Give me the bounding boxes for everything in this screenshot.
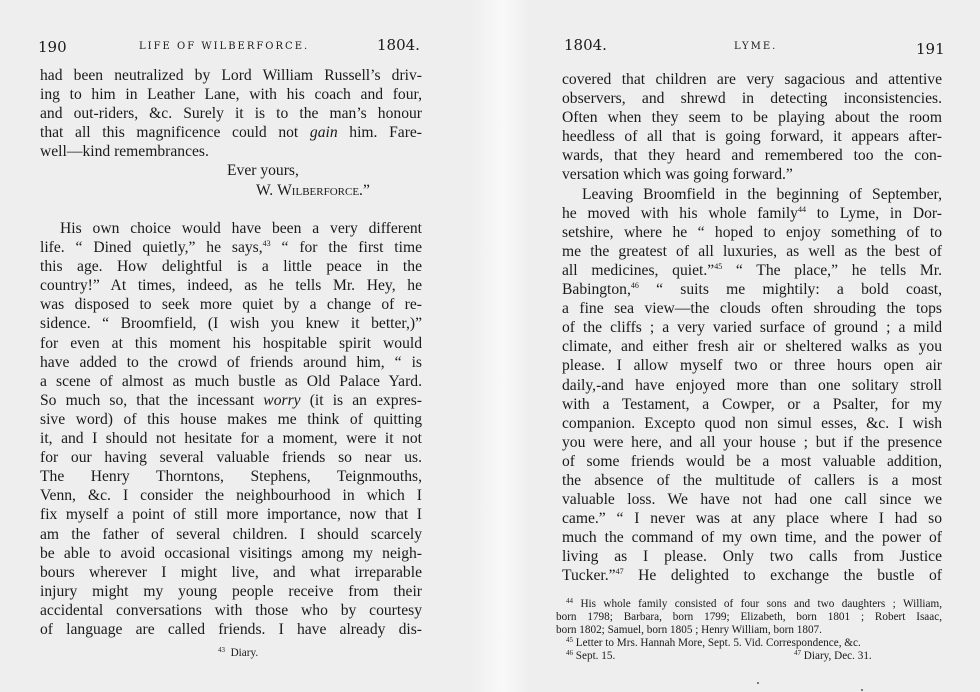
text-line: bours wherever I might live, and what irreparable <box>40 563 422 581</box>
footnote-ref[interactable]: 46 <box>630 281 639 291</box>
text-line: fix myself a point of still more importance, now that I <box>40 506 422 524</box>
left-page-paragraph <box>40 219 422 639</box>
text-line: this age. How delightful is a little peace in the <box>40 258 422 276</box>
text-line: well—kind remembrances. <box>40 143 209 161</box>
text-line: wards, that they heard and remembered too the con- <box>562 147 942 165</box>
text-line: Tucker.”$^{47}$ He delighted to exchange the bustle of <box>562 567 942 585</box>
text-line: you were here, and all your house ; but if the presence <box>562 433 942 451</box>
footnote-ref[interactable]: 43 <box>262 239 271 249</box>
scan-speck <box>757 682 759 684</box>
left-page-body <box>40 66 422 200</box>
right-page-body <box>562 70 942 586</box>
text-line: Babington,$^{46}$ “ suits me mightily: a bold coast, <box>562 281 942 299</box>
text-line: all medicines, quiet.”$^{45}$ “ The place,” he tells Mr. <box>562 261 942 279</box>
footnote-mark: 43 <box>218 646 225 654</box>
left-footnote <box>218 647 258 660</box>
text-line: of language are called friends. I have already dis- <box>40 620 422 638</box>
right-running-head <box>564 36 945 58</box>
footnote-ref[interactable]: 44 <box>797 204 806 214</box>
text-line: The Henry Thorntons, Stephens, Teignmouths, <box>40 468 422 486</box>
scan-speck <box>861 689 863 691</box>
text-line: covered that children are very sagacious and attentive <box>562 71 942 88</box>
text-line: companion. Excepto quod non simul esses, &c. I wish <box>562 414 942 432</box>
text-line: country!” At times, indeed, as he tells Mr. Hey, he <box>40 277 422 295</box>
text-line: much the command of my own time, and the power of <box>562 529 942 547</box>
running-title: LYME. <box>734 41 778 52</box>
text-line: accidental conversations with those who by courtesy <box>40 601 422 619</box>
right-footnotes <box>556 598 942 663</box>
text-line: the absence of the multitude of callers is a most <box>562 471 942 489</box>
text-line: had been neutralized by Lord William Russell’s driv- <box>40 67 422 84</box>
text-line: sive word) of this house makes me think of quitting <box>40 410 422 428</box>
text-line: His own choice would have been a very different <box>60 220 422 237</box>
page-number: 190 <box>38 38 67 56</box>
text-line: a fine sea view—the clouds often shrouding the tops <box>562 300 942 318</box>
left-running-head <box>38 36 420 56</box>
footnote-text: Diary. <box>230 647 259 659</box>
footnote-46: Sept. 15. <box>575 650 616 662</box>
text-line: Leaving Broomfield in the beginning of September, <box>582 185 942 203</box>
text-line: for our having several valuable friends so near us. <box>40 449 422 467</box>
text-line: setshire, where he “ hoped to enjoy something of to <box>562 223 942 241</box>
text-line: be able to avoid occasional visitings among my neigh- <box>40 544 422 562</box>
text-line: daily,-and have enjoyed more than one solitary stroll <box>562 376 942 394</box>
text-line: and out-riders, &c. Surely it is to the man’s honour <box>40 105 422 123</box>
text-line: Often when they seem to be playing about the room <box>562 109 942 127</box>
footnote-ref[interactable]: 45 <box>714 261 723 271</box>
book-gutter <box>470 0 530 692</box>
text-line: injury might my young people receive from their <box>40 582 422 600</box>
text-line: please. I allow myself two or three hours open air <box>562 357 942 375</box>
text-line: observers, and shrewd in detecting inconsistencies. <box>562 90 942 108</box>
text-line: climate, and either fresh air or sheltered walks as you <box>562 338 942 356</box>
footnote-47: $^{47}$ Diary, Dec. 31. <box>794 649 872 662</box>
footnote-44-line: $^{44}$ His whole family consisted of four sons and two daughters ; William, <box>566 597 943 610</box>
text-line: came.” “ I never was at any place where I had so <box>562 510 942 528</box>
text-line: ing to him in Leather Lane, with his coach and four, <box>40 86 422 104</box>
text-line: me the greatest of all luxuries, as well as the best of <box>562 242 942 260</box>
text-line: versation which was going forward.” <box>562 166 793 184</box>
footnote-46-47: $^{46}$ Sept. 15. $^{47}$ Diary, Dec. 31. <box>566 649 872 662</box>
text-line: of the cliffs ; a very varied surface of ground ; a mild <box>562 319 942 337</box>
text-line: with a Testament, a Cowper, or a Psalter, for my <box>562 395 942 413</box>
text-line: it, and I should not hesitate for a moment, were it not <box>40 430 422 448</box>
text-line: that all this magnificence could not gain him. Fare- <box>40 124 422 142</box>
footnote-ref[interactable]: 47 <box>615 567 624 577</box>
text-line: So much so, that the incessant worry (it is an expres- <box>40 391 422 409</box>
footnote-45: $^{45}$ Letter to Mrs. Hannah More, Sept. 5. Vid. Correspondence, &c. <box>566 636 861 649</box>
text-line: living as I please. Only two calls from Justice <box>562 548 942 566</box>
text-line: he moved with his whole family$^{44}$ to Lyme, in Dor- <box>562 204 942 222</box>
emphasis: gain <box>309 124 338 142</box>
text-line: a scene of almost as much bustle as Old Palace Yard. <box>40 372 422 390</box>
text-line: am the father of several children. I should scarcely <box>40 525 422 543</box>
page-number: 191 <box>916 40 945 58</box>
emphasis: worry <box>263 391 301 409</box>
text-line: was disposed to seek more quiet by a change of re- <box>40 296 422 314</box>
footnote-44-line: born 1802; Samuel, born 1805 ; Henry William, born 1807. <box>556 624 822 636</box>
text-line: Venn, &c. I consider the neighbourhood in which I <box>40 487 422 505</box>
text-line: heedless of all that is going forward, it appears after- <box>562 128 942 146</box>
text-line: sidence. “ Broomfield, (I wish you knew it better,)” <box>40 315 422 333</box>
text-line: for even at this moment his hospitable spirit would <box>40 334 422 352</box>
footnote-44-line: born 1798; Barbara, born 1799; Elizabeth, born 1801 ; Robert Isaac, <box>556 611 942 623</box>
text-line: of some friends would be a most valuable addition, <box>562 452 942 470</box>
letter-closing: Ever yours, <box>227 162 299 180</box>
running-title: LIFE OF WILBERFORCE. <box>139 41 310 52</box>
text-line: valuable loss. We have not had one call since we <box>562 491 942 509</box>
running-year: 1804. <box>377 36 420 54</box>
running-year: 1804. <box>564 36 607 54</box>
text-line: have added to the crowd of friends around him, “ is <box>40 353 422 371</box>
letter-signature: W. Wilberforce.” <box>256 181 370 199</box>
text-line: life. “ Dined quietly,” he says,$^{43}$ “ for the first time <box>40 239 422 257</box>
